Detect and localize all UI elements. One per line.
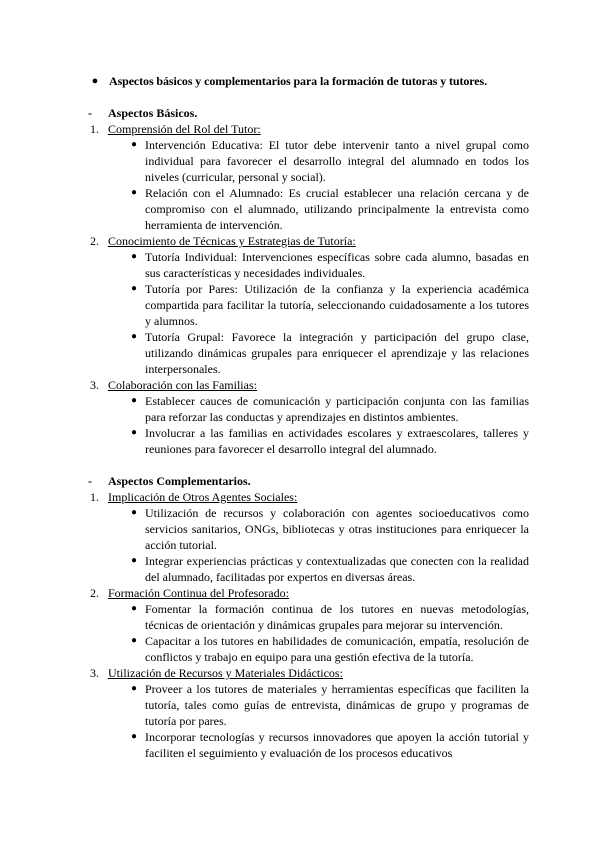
bullet-text: Relación con el Alumnado: Es crucial establecer una relación cercana y de compromiso con el alumnado, utilizando principalmente la entrevista como herramienta de intervención. (145, 186, 529, 232)
section-heading-text: Aspectos Básicos. (108, 106, 198, 120)
bullet-icon: ● (130, 395, 138, 406)
item-label: Utilización de Recursos y Materiales Didácticos: (108, 666, 343, 680)
bullet-item (129, 249, 529, 281)
item-number: 2. (90, 234, 99, 248)
bullet-item (129, 425, 529, 457)
section-heading-basicos (88, 105, 528, 121)
bullet-item (129, 553, 529, 585)
document-title-row (88, 73, 558, 89)
list-item-rol-tutor (90, 121, 530, 137)
bullet-item (129, 633, 529, 665)
bullet-text: Utilización de recursos y colaboración con agentes socioeducativos como servicios sanitarios, ONGs, bibliotecas y otras instituciones para enriquecer la acción tutorial. (145, 506, 529, 552)
bullet-item (129, 329, 529, 377)
bullet-icon: ● (130, 635, 138, 646)
item-number: 2. (90, 586, 99, 600)
bullet-item (129, 281, 529, 329)
bullet-icon: ● (130, 331, 138, 342)
list-item-formacion-continua (90, 585, 530, 601)
bullet-item (129, 393, 529, 425)
bullet-text: Capacitar a los tutores en habilidades de comunicación, empatía, resolución de conflictos y trabajo en equipo para una gestión efectiva de la tutoría. (145, 634, 529, 664)
dash-icon: - (88, 106, 92, 120)
bullet-item (129, 185, 529, 233)
bullet-icon: ● (130, 139, 138, 150)
bullet-item (129, 729, 529, 761)
item-label: Conocimiento de Técnicas y Estrategias de Tutoría: (108, 234, 356, 248)
section-heading-text: Aspectos Complementarios. (108, 474, 251, 488)
bullet-text: Intervención Educativa: El tutor debe intervenir tanto a nivel grupal como individual para favorecer el desarrollo integral del alumnado en todos los niveles (curricular, personal y social). (145, 138, 529, 184)
bullet-text: Integrar experiencias prácticas y contextualizadas que conecten con la realidad del alumnado, facilitadas por expertos en diversas áreas. (145, 554, 529, 584)
bullet-icon: ● (130, 683, 138, 694)
bullet-item (129, 505, 529, 553)
item-label: Colaboración con las Familias: (108, 378, 257, 392)
bullet-text: Tutoría Individual: Intervenciones específicas sobre cada alumno, basadas en sus características y necesidades individuales. (145, 250, 529, 280)
section-heading-complementarios (88, 473, 528, 489)
bullet-icon: ● (130, 507, 138, 518)
item-label: Implicación de Otros Agentes Sociales: (108, 490, 298, 504)
bullet-text: Tutoría por Pares: Utilización de la confianza y la experiencia académica compartida para facilitar la tutoría, seleccionando cuidadosamente a los tutores y alumnos. (145, 282, 529, 328)
item-label: Formación Continua del Profesorado: (108, 586, 289, 600)
dash-icon: - (88, 474, 92, 488)
bullet-icon: ● (130, 427, 138, 438)
item-number: 3. (90, 378, 99, 392)
bullet-text: Tutoría Grupal: Favorece la integración y participación del grupo clase, utilizando dinámicas grupales para enriquecer el aprendizaje y las relaciones interpersonales. (145, 330, 529, 376)
bullet-icon: ● (130, 283, 138, 294)
item-number: 1. (90, 490, 99, 504)
bullet-text: Proveer a los tutores de materiales y herramientas específicas que faciliten la tutoría, tales como guías de entrevista, dinámicas de grupo y programas de tutoría por pares. (145, 682, 529, 728)
bullet-item (129, 601, 529, 633)
item-number: 3. (90, 666, 99, 680)
bullet-icon: ● (130, 251, 138, 262)
bullet-icon: ● (130, 603, 138, 614)
bullet-text: Fomentar la formación continua de los tutores en nuevas metodologías, técnicas de orientación y dinámicas grupales para mejorar su intervención. (145, 602, 529, 632)
item-number: 1. (90, 122, 99, 136)
bullet-icon: ● (130, 187, 138, 198)
bullet-text: Involucrar a las familias en actividades escolares y extraescolares, talleres y reuniones para favorecer el desarrollo integral del alumnado. (145, 426, 529, 456)
bullet-item (129, 137, 529, 185)
item-label: Comprensión del Rol del Tutor: (108, 122, 261, 136)
list-item-recursos-materiales (90, 665, 530, 681)
bullet-item (129, 681, 529, 729)
list-item-tecnicas-tutoria (90, 233, 530, 249)
list-item-agentes-sociales (90, 489, 530, 505)
list-item-colaboracion-familias (90, 377, 530, 393)
bullet-text: Incorporar tecnologías y recursos innovadores que apoyen la acción tutorial y faciliten el seguimiento y evaluación de los procesos educativos (145, 730, 529, 760)
bullet-text: Establecer cauces de comunicación y participación conjunta con las familias para reforzar las conductas y aprendizajes en distintos ambientes. (145, 394, 529, 424)
bullet-icon: ● (130, 731, 138, 742)
title-bullet-icon: ● (91, 75, 99, 87)
bullet-icon: ● (130, 555, 138, 566)
document-title: Aspectos básicos y complementarios para la formación de tutoras y tutores. (109, 74, 488, 88)
